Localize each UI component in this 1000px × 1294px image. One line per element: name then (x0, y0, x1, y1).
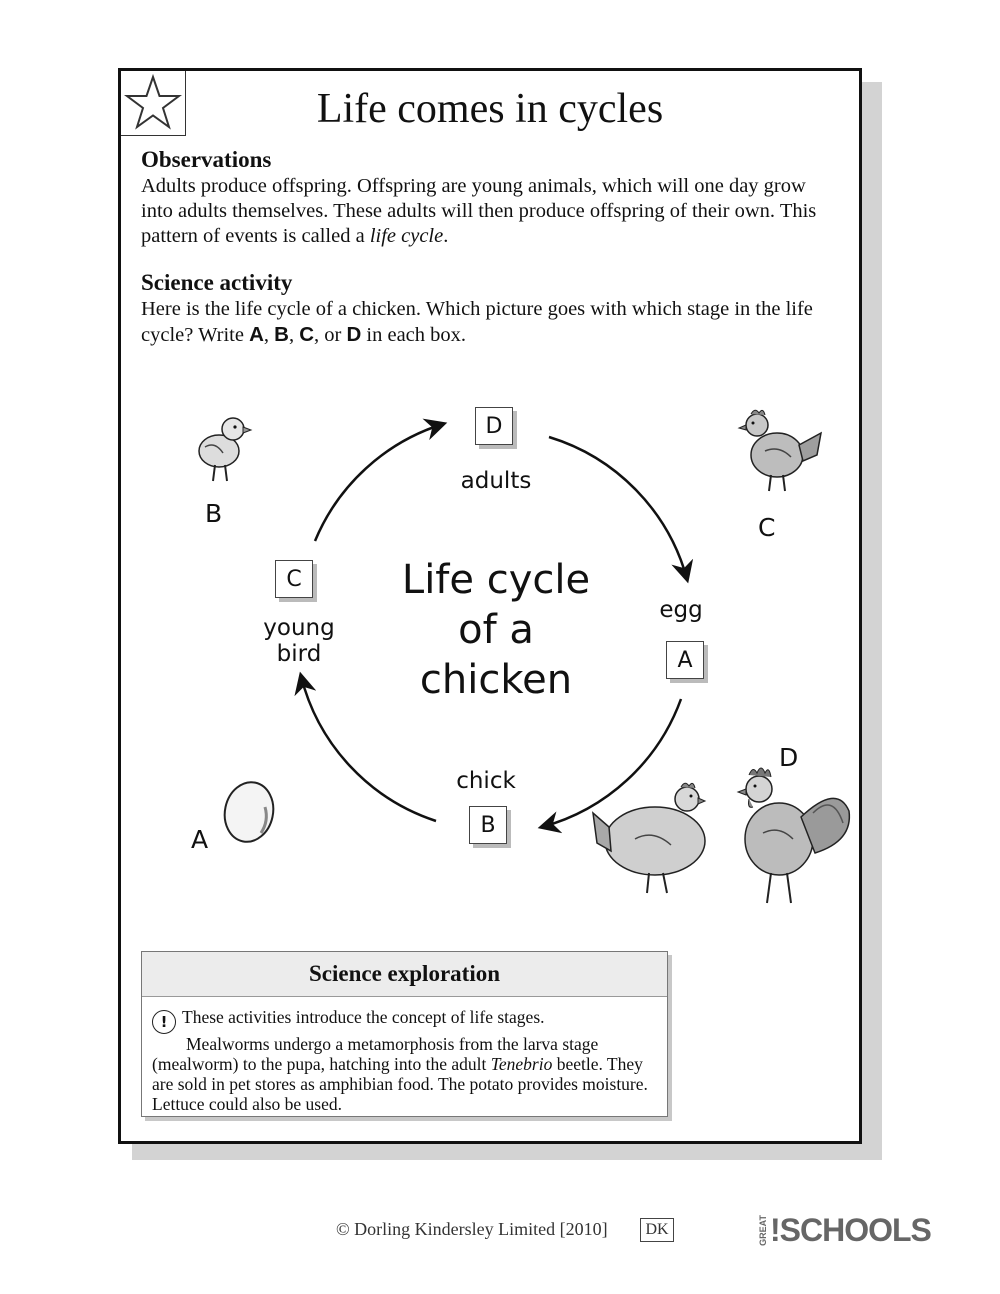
hen-rooster-picture (587, 763, 857, 915)
center-title-line2: of a (458, 607, 534, 653)
egg-picture-label: A (191, 825, 209, 854)
egg-picture (217, 777, 281, 847)
chick-picture (187, 407, 257, 487)
center-title-line3: chicken (419, 657, 573, 703)
observations-text: Adults produce offspring. Offspring are young animals, which will one day grow into adults themselves. These adults will then produce offspring of their own. This pattern of events is called a life cycle. (141, 175, 817, 247)
greatschools-logo: GREAT !SCHOOLS (758, 1211, 931, 1248)
hen-picture-label: C (758, 513, 776, 542)
chick-answer-box[interactable]: B (469, 806, 507, 844)
adults-label: adults (460, 468, 532, 494)
young-bird-label: young bird (263, 615, 335, 667)
hen-rooster-picture-label: D (779, 743, 799, 772)
hen-picture (735, 399, 825, 499)
science-exploration-text: ! These activities introduce the concept of life stages. Mealworms undergo a metamorphosis from the larva stage (mealworm) to the pupa, hatching into the adult Tenebrio beetle. They are sold in pet stores as amphibian food. The potato provides moisture. Lettuce could also be used. (152, 1007, 648, 1114)
cycle-center-title (376, 555, 616, 705)
egg-label: egg (659, 597, 703, 623)
center-title-line1: Life cycle (401, 557, 591, 603)
chick-picture-label: B (205, 499, 223, 528)
egg-answer-box[interactable]: A (666, 641, 704, 679)
adults-answer-box[interactable]: D (475, 407, 513, 445)
science-exploration-heading: Science exploration (142, 952, 667, 997)
activity-instructions: Here is the life cycle of a chicken. Which picture goes with which stage in the life cycle? Write A, B, C, or D in each box. (141, 298, 813, 346)
young-bird-answer-box[interactable]: C (275, 560, 313, 598)
activity-heading: Science activity (141, 270, 293, 295)
exclamation-circle-icon: ! (152, 1010, 176, 1034)
science-exploration-box (141, 951, 668, 1117)
copyright-text: © Dorling Kindersley Limited [2010] (336, 1219, 608, 1239)
dk-logo: DK (640, 1218, 674, 1242)
observations-heading: Observations (141, 147, 272, 172)
worksheet-page (118, 68, 862, 1144)
chick-label: chick (456, 768, 516, 794)
page-title: Life comes in cycles (316, 86, 664, 132)
